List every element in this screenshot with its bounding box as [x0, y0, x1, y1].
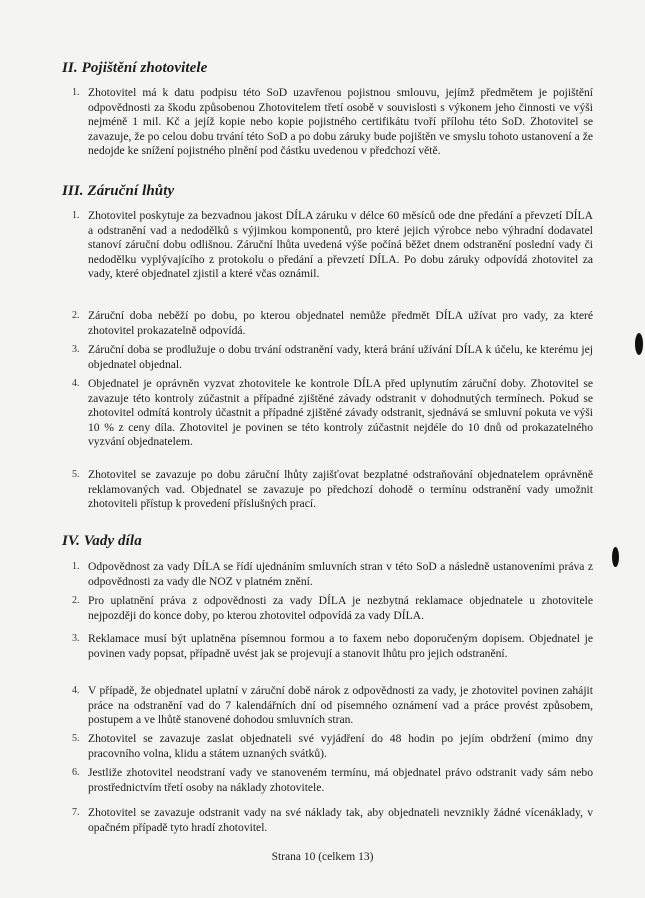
item-number: 6. — [72, 767, 80, 778]
scan-mark — [612, 547, 619, 567]
list-item — [72, 632, 593, 661]
section-title-vady-dila: IV. Vady díla — [62, 533, 142, 549]
item-number: 1. — [72, 87, 80, 98]
item-number: 5. — [72, 469, 80, 480]
item-number: 5. — [72, 733, 80, 744]
item-text: Zhotovitel se zavazuje zaslat objednateli své vyjádření do 48 hodin po jejím obdržení (mimo dny pracovního volna, klidu a státem uznaných svátků). — [88, 732, 593, 760]
item-number: 1. — [72, 210, 80, 221]
list-item — [72, 560, 593, 589]
item-text: Odpovědnost za vady DÍLA se řídí ujednáním smluvních stran v této SoD a následně ustanoveními práva z odpovědnosti za vady dle NOZ v platném znění. — [88, 560, 593, 588]
list-item — [72, 684, 593, 728]
item-number: 1. — [72, 561, 80, 572]
list-item — [72, 209, 593, 282]
list-item — [72, 377, 593, 450]
item-number: 4. — [72, 378, 80, 389]
section-title-pojisteni: II. Pojištění zhotovitele — [62, 60, 208, 76]
page-footer: Strana 10 (celkem 13) — [271, 851, 374, 863]
item-number: 2. — [72, 310, 80, 321]
item-number: 7. — [72, 807, 80, 818]
item-number: 3. — [72, 344, 80, 355]
list-item — [72, 468, 593, 512]
item-text: Reklamace musí být uplatněna písemnou formou a to faxem nebo doporučeným dopisem. Objednatel je povinen vady popsat, případně uvést jak se projevují a stanovit lhůtu pro jejich odstranění. — [88, 632, 593, 660]
scan-mark — [635, 333, 643, 355]
item-text: Objednatel je oprávněn vyzvat zhotovitele ke kontrole DÍLA před uplynutím záruční doby. Zhotovitel se zavazuje této kontroly zúčastnit a případné zjištěné závady odstranit v dohodnutých termínech. Pokud se zhotovitel odmítá kontroly účastnit a případné zjištěné závady odstranit, sjednává se smluvní pokuta ve výši 10 % z ceny díla. Zhotovitel je povinen se této kontroly zúčastnit nejdéle do 10 dnů od prokazatelného vyzvání objednatelem. — [88, 377, 593, 449]
section-title-zarucni-lhuty: III. Záruční lhůty — [62, 183, 175, 199]
item-text: Pro uplatnění práva z odpovědnosti za vady DÍLA je nezbytná reklamace objednatele u zhotovitele nejpozději do konce doby, po kterou zhotovitel odpovídá za vady DÍLA. — [88, 594, 593, 622]
list-item — [72, 594, 593, 623]
list-item — [72, 343, 593, 372]
list-item — [72, 86, 593, 159]
item-text: Jestliže zhotovitel neodstraní vady ve stanoveném termínu, má objednatel právo odstranit vady sám nebo prostřednictvím třetí osoby na náklady zhotovitele. — [88, 766, 593, 794]
item-text: Záruční doba se prodlužuje o dobu trvání odstranění vady, která brání užívání DÍLA k účelu, ke kterému jej objednatel objednal. — [88, 343, 593, 371]
item-text: V případě, že objednatel uplatní v záruční době nárok z odpovědnosti za vady, je zhotovitel povinen zahájit práce na odstranění vad do 7 kalendářních dní od písemného oznámení vad a práce provést způsobem, postupem a ve lhůtě stanovené dohodou smluvních stran. — [88, 684, 593, 727]
list-item — [72, 806, 593, 835]
item-number: 2. — [72, 595, 80, 606]
item-text: Zhotovitel se zavazuje po dobu záruční lhůty zajišťovat bezplatné odstraňování objednatelem oprávněně reklamovaných vad. Objednatel se zavazuje po předchozí dohodě o termínu odstranění vady umožnit zhotoviteli přístup k provedení příslušných prací. — [88, 468, 593, 511]
item-text: Záruční doba neběží po dobu, po kterou objednatel nemůže předmět DÍLA užívat pro vady, za které zhotovitel prokazatelně odpovídá. — [88, 309, 593, 337]
item-text: Zhotovitel má k datu podpisu této SoD uzavřenou pojistnou smlouvu, jejímž předmětem je pojištění odpovědnosti za škodu způsobenou Zhotovitelem třetí osobě v souvislosti s výkonem jeho činnosti ve výši nejméně 1 mil. Kč a jejíž kopie nebo kopie pojistného certifikátu tvoří přílohu této SoD. Zhotovitel se zavazuje, že po celou dobu trvání této SoD a po dobu záruky bude pojištěn ve smyslu tohoto ustanovení a že nedojde ke snížení pojistného plnění pod částku uvedenou v předchozí větě. — [88, 86, 593, 158]
list-item — [72, 766, 593, 795]
list-item — [72, 732, 593, 761]
item-text: Zhotovitel poskytuje za bezvadnou jakost DÍLA záruku v délce 60 měsíců ode dne předání a převzetí DÍLA a odstranění vad a nedodělků s výjimkou komponentů, pro které jejich výrobce nebo výhradní dodavatel stanoví záruční dobu odlišnou. Záruční lhůta uvedená výše počíná běžet dnem odstranění poslední vady či nedodělku vyplývajícího z protokolu o předání a převzetí DÍLA. Po dobu záruky odpovídá zhotovitel za vady, které objednatel zjistil a které včas oznámil. — [88, 209, 593, 281]
list-item — [72, 309, 593, 338]
item-number: 4. — [72, 685, 80, 696]
item-text: Zhotovitel se zavazuje odstranit vady na své náklady tak, aby objednateli nevznikly žádné vícenáklady, v opačném případě tyto hradí zhotovitel. — [88, 806, 593, 834]
item-number: 3. — [72, 633, 80, 644]
